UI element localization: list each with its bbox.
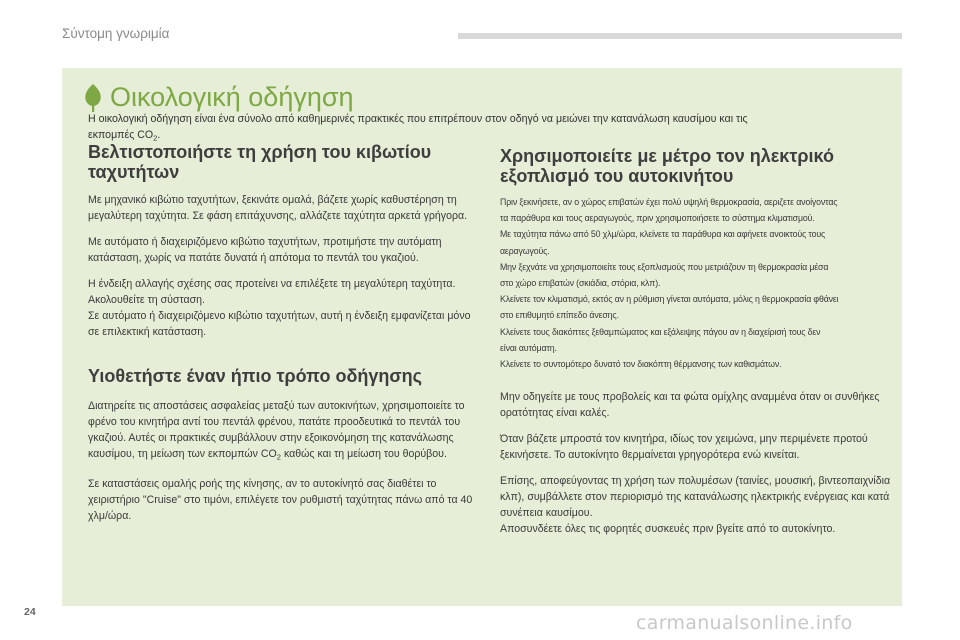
leaf-icon [82,82,104,114]
header-bar [458,33,902,39]
gearbox-paragraph-2: Με αυτόματο ή διαχειριζόμενο κιβώτιο ταχυτήτων, προτιμήστε την αυτόματη κατάσταση, χωρίς να πατάτε δυνατά ή απότομα το πεντάλ του γκαζιού. [88,236,442,264]
gentle-driving-paragraph-1: Διατηρείτε τις αποστάσεις ασφαλείας μεταξύ των αυτοκινήτων, χρησιμοποιείτε το φρένο του κινητήρα αντί του πεντάλ φρένου, πατάτε προοδευτικά το πεντάλ του γκαζιού. Αυτές οι πρακτικές συμβάλλουν στην εξοικονόμηση της κατανάλωσης καυσίμου, τη μείωση των εκπομπών $CO_2$ καθώς και τη μείωση του θορύβου. [88,400,465,462]
fog-lights-paragraph: Μην οδηγείτε με τους προβολείς και τα φώτα ομίχλης αναμμένα όταν οι συνθήκες ορατότητας είναι καλές. [500,391,880,420]
page-number: 24 [24,606,36,618]
equipment-line: Με ταχύτητα πάνω από 50 χλμ/ώρα, κλείνετε τα παράθυρα και αφήνετε ανοικτούς τους [500,229,826,240]
equipment-line: αεραγωγούς. [500,245,550,256]
eco-driving-panel [62,68,902,606]
gentle-driving-paragraph-2: Σε καταστάσεις ομαλής ροής της κίνησης, αν το αυτοκίνητό σας διαθέτει το χειριστήριο "Cruise" στο τιμόνι, επιλέγετε τον ρυθμιστή ταχύτητας πάνω από τα 40 χλμ/ώρα. [88,477,473,522]
equipment-line: στο επιθυμητό επίπεδο άνεσης. [500,310,619,321]
equipment-line: Πριν ξεκινήσετε, αν ο χώρος επιβατών έχει πολύ υψηλή θερμοκρασία, αεριζετε ανοίγοντας [500,197,838,207]
equipment-line: τα παράθυρα και τους αεραγωγούς, πριν χρησιμοποιήσετε το σύστημα κλιματισμού. [500,213,815,224]
equipment-line: Κλείνετε τους διακόπτες ξεθαμπώματος και εξάλειψης πάγου αν η διαχείρισή τους δεν [500,326,821,337]
main-title: Οικολογική οδήγηση [110,82,354,112]
equipment-line: Κλείνετε τον κλιματισμό, εκτός αν η ρύθμιση γίνεται αυτόματα, μόλις η θερμοκρασία φθάνει [500,294,839,305]
multimedia-paragraph: Επίσης, αποφεύγοντας τη χρήση των πολυμέσων (ταινίες, μουσική, βιντεοπαιχνίδια κλπ), συμβάλλετε στον περιορισμό της κατανάλωσης ηλεκτρικής ενέργειας και κατά συνέπεια καυσίμου. Αποσυνδέετε όλες τις φορητές συσκευές πριν βγείτε από το αυτοκίνητο. [500,475,891,536]
left-column [88,142,474,524]
gearbox-heading: Βελτιστοποιήστε τη χρήση του κιβωτίου ταχυτήτων [88,142,432,182]
equipment-line: Μην ξεχνάτε να χρησιμοποιείτε τους εξοπλισμούς που μετριάζουν τη θερμοκρασία μέσα [500,261,829,272]
right-column [500,146,896,537]
section-title: Σύντομη γνωριμία [62,26,170,41]
equipment-line: Κλείνετε το συντομότερο δυνατό τον διακόπτη θέρμανσης των καθισμάτων. [500,359,782,370]
engine-start-paragraph: Όταν βάζετε μπροστά τον κινητήρα, ιδίως τον χειμώνα, μην περιμένετε προτού ξεκινήσετε. Το αυτοκίνητο θερμαίνεται γρηγορότερα ενώ κινείται. [500,433,868,462]
electrical-equipment-heading: Χρησιμοποιείτε με μέτρο τον ηλεκτρικό εξοπλισμό του αυτοκινήτου [500,146,834,186]
watermark: carmanualsonline.info [636,612,853,634]
equipment-line: στο χώρο επιβατών (σκιάδια, στόρια, κλπ). [500,278,661,289]
gearbox-paragraph-1: Με μηχανικό κιβώτιο ταχυτήτων, ξεκινάτε ομαλά, βάζετε χωρίς καθυστέρηση τη μεγαλύτερη ταχύτητα. Σε φάση επιτάχυνσης, αλλάζετε ταχύτητα αρκετά γρήγορα. [88,194,468,222]
electrical-equipment-list [500,194,896,372]
gentle-driving-heading: Υιοθετήστε έναν ήπιο τρόπο οδήγησης [88,366,423,386]
intro-text: Η οικολογική οδήγηση είναι ένα σύνολο από καθημερινές πρακτικές που επιτρέπουν στον οδηγό να μειώνει την κατανάλωση καυσίμου και τις εκπομπές $CO_2$. [88,113,748,143]
gearbox-paragraph-3: Η ένδειξη αλλαγής σχέσης σας προτείνει να επιλέξετε τη μεγαλύτερη ταχύτητα. Ακολουθείτε τη σύσταση. Σε αυτόματο ή διαχειριζόμενο κιβώτιο ταχυτήτων, αυτή η ένδειξη εμφανίζεται μόνο σε επιλεκτική κατάσταση. [88,278,471,338]
equipment-line: είναι αυτόματη. [500,342,557,353]
